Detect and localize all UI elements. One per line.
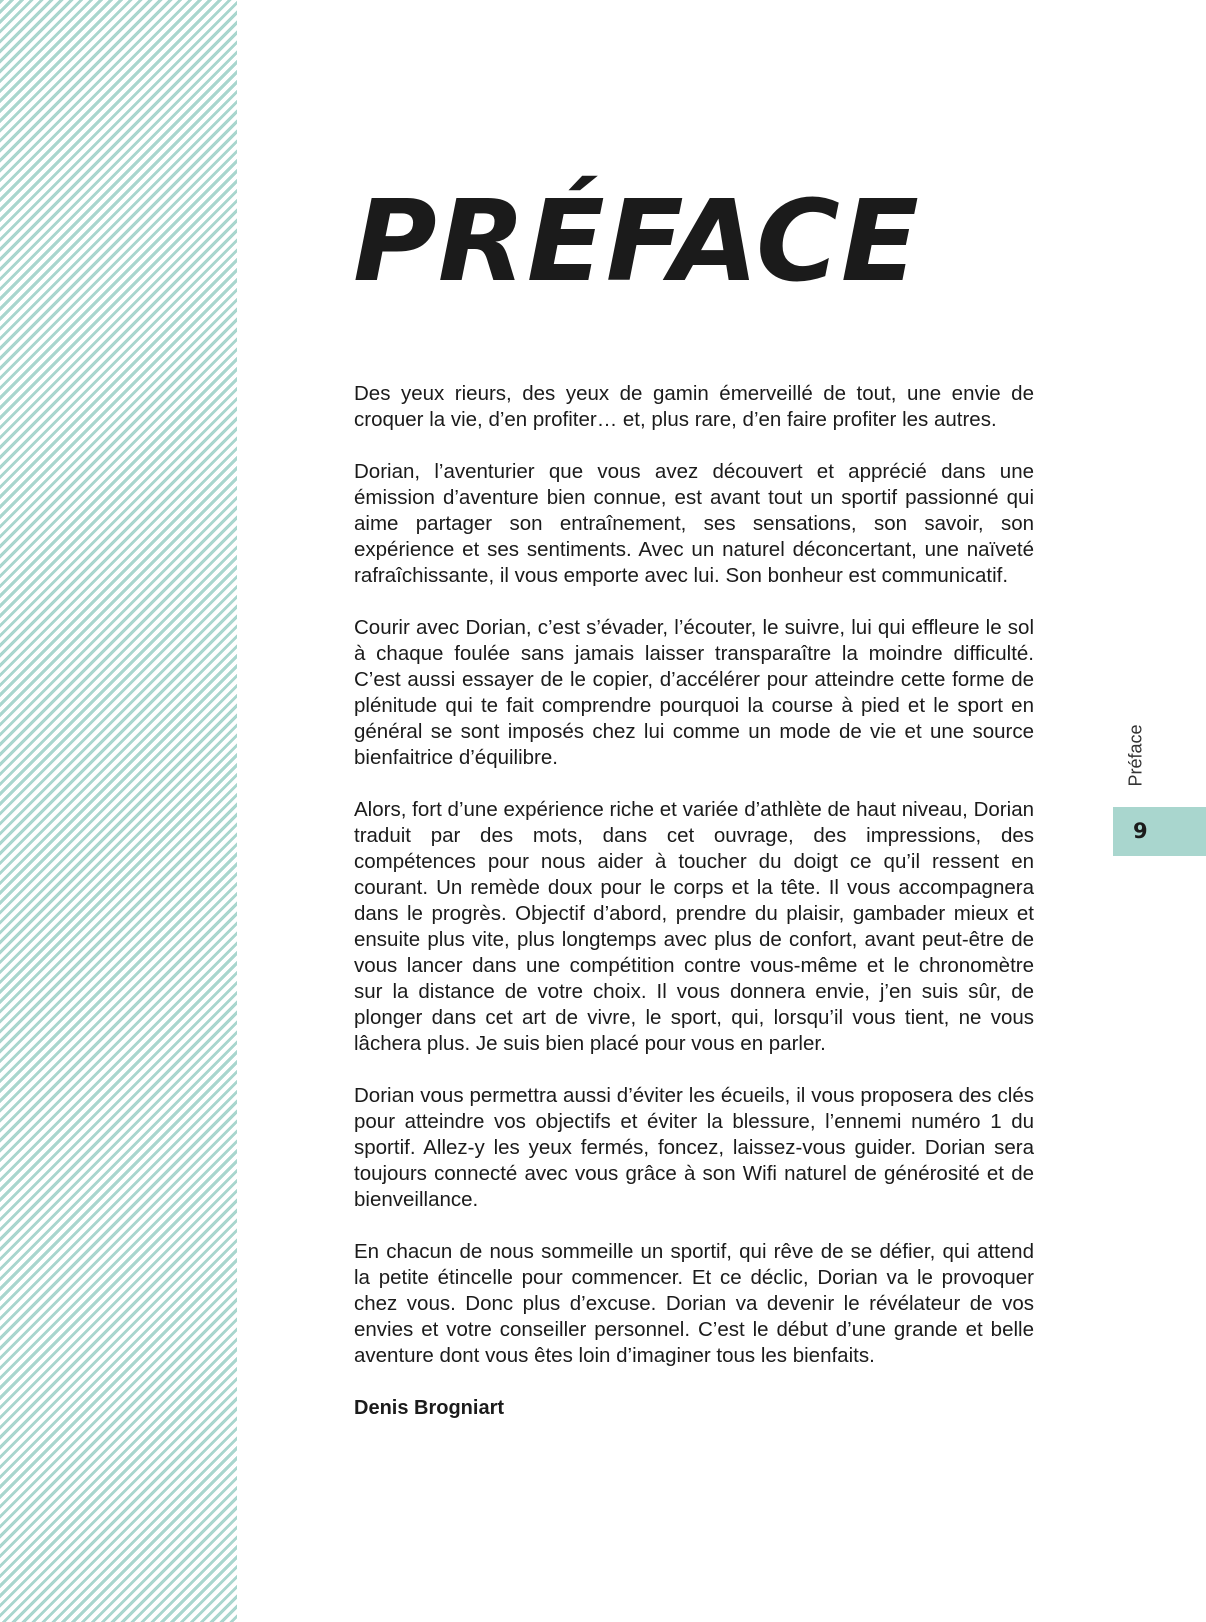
section-label-text: Préface (1125, 723, 1146, 787)
preface-body (354, 381, 1034, 1447)
section-label (1122, 718, 1150, 792)
page-number-tab (1113, 807, 1206, 856)
page-number: 9 (1133, 819, 1148, 843)
decorative-stripe-band (0, 0, 237, 1622)
paragraph-4: Alors, fort d’une expérience riche et variée d’athlète de haut niveau, Dorian traduit par des mots, dans cet ouvrage, des impressions, des compétences pour nous aider à toucher du doigt ce qu’il ressent en courant. Un remède doux pour le corps et la tête. Il vous accompagnera dans le progrès. Objectif d’abord, prendre du plaisir, gambader mieux et ensuite plus vite, plus longtemps avec plus de confort, avant peut-être de vous lancer dans une compétition contre vous-même et le chronomètre sur la distance de votre choix. Il vous donnera envie, j’en suis sûr, de plonger dans cet art de vivre, le sport, qui, lorsqu’il vous tient, ne vous lâchera plus. Je suis bien placé pour vous en parler. (354, 798, 1034, 1055)
paragraph-2: Dorian, l’aventurier que vous avez découvert et apprécié dans une émission d’aventure bien connue, est avant tout un sportif passionné qui aime partager son entraînement, ses sensations, son savoir, son expérience et ses sentiments. Avec un naturel déconcertant, une naïveté rafraîchissante, il vous emporte avec lui. Son bonheur est communicatif. (354, 460, 1034, 587)
paragraph-6: En chacun de nous sommeille un sportif, qui rêve de se défier, qui attend la petite étincelle pour commencer. Et ce déclic, Dorian va le provoquer chez vous. Donc plus d’excuse. Dorian va devenir le révélateur de vos envies et votre conseiller personnel. C’est le début d’une grande et belle aventure dont vous êtes loin d’imaginer tous les bienfaits. (354, 1240, 1034, 1367)
paragraph-5: Dorian vous permettra aussi d’éviter les écueils, il vous proposera des clés pour atteindre vos objectifs et éviter la blessure, l’ennemi numéro 1 du sportif. Allez-y les yeux fermés, foncez, laissez-vous guider. Dorian sera toujours connecté avec vous grâce à son Wifi naturel de générosité et de bienveillance. (354, 1084, 1034, 1211)
author-signature: Denis Brogniart (354, 1397, 505, 1419)
paragraph-1: Des yeux rieurs, des yeux de gamin émerveillé de tout, une envie de croquer la vie, d’en profiter… et, plus rare, d’en faire profiter les autres. (354, 382, 1034, 431)
paragraph-3: Courir avec Dorian, c’est s’évader, l’écouter, le suivre, lui qui effleure le sol à chaque foulée sans jamais laisser transparaître la moindre difficulté. C’est aussi essayer de le copier, d’accélérer pour atteindre cette forme de plénitude qui te fait comprendre pourquoi la course à pied et le sport en général se sont imposés chez lui comme un mode de vie et une source bienfaitrice d’équilibre. (354, 616, 1034, 769)
page-title: PRÉFACE (353, 177, 920, 307)
